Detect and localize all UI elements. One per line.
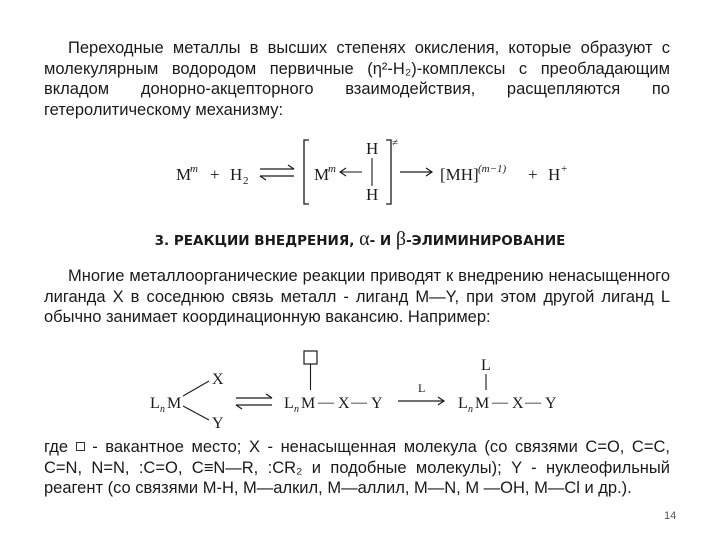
heading-alpha: α [359,228,370,250]
vacancy-square-inline-icon [76,442,85,451]
eq1-ts-charge: m [328,163,336,175]
eq1-plus: + [210,165,220,184]
eq2-dash1: — [318,394,334,411]
eq2-l2: L [284,395,294,412]
eq2-x1: X [212,371,224,388]
heading-prefix: 3. РЕАКЦИИ ВНЕДРЕНИЯ, [154,233,355,249]
vacancy-square-icon [304,351,317,390]
eq2-dash3: — [492,394,508,411]
eq1-ts-h-bottom: H [366,185,379,204]
legend-prefix: где [44,438,69,456]
eq1-reactant-metal: M [176,165,192,184]
eq2-y1: Y [212,415,224,432]
eq2-m1: M [167,395,182,412]
eq2-n1: n [160,404,165,415]
intro-text: Переходные металлы в высших степенях окисления, которые образуют с молекулярным водородом первичные (η²-H₂)-комплексы с преобладающим вкладом донорно-акцепторного взаимодействия, расщепляются по гетеролитическому механизму: [44,39,670,119]
heading-beta: β [395,228,407,250]
legend-paragraph [44,437,670,499]
heading-suffix: -ЭЛИМИНИРОВАНИЕ [406,233,566,249]
legend-text [44,437,670,499]
heading-middle: - И [369,233,392,249]
eq2-forward-arrow [398,397,444,405]
page-number: 14 [664,510,677,522]
eq1-ts-h-top: H [366,139,379,158]
eq2-m3: M [475,395,490,412]
eq2-dash4: — [525,394,541,411]
eq2-n3: n [468,404,473,415]
eq2-n2: n [294,404,299,415]
eq2-equilibrium-arrow [236,394,272,409]
eq2-l1: L [150,395,160,412]
eq1-ts-metal: M [314,165,330,184]
eq1-h2: H [230,165,243,184]
eq2-l-top: L [481,357,491,374]
eq2-y3: Y [545,395,557,412]
eq1-product2: H [548,165,561,184]
eq2-y2: Y [371,395,383,412]
eq2-l3: L [458,395,468,412]
eq2-x2: X [338,395,350,412]
eq1-product2-charge: + [561,163,568,175]
eq2-arrow-label: L [418,381,426,395]
insertion-text: Многие металлоорганические реакции приводят к внедрению ненасыщенного лиганда X в соседнюю связь металл - лиганд M—Y, при этом другой лиганд L обычно занимает координационную вакансию. Например: [44,267,670,326]
legend-body: - вакантное место; X - ненасыщенная молекула (со связями C=O, C=C, C=N, N=N, :C=O, C≡N—R, :CR₂ и подобные молекулы); Y - нуклеофильный реагент (со связями M-H, M—алкил, M—аллил, M—N, M —OH, M—Cl и др.). [44,438,670,497]
eq2-left-bonds [183,381,209,420]
eq2-m2: M [301,395,316,412]
eq1-product1-charge: (m−1) [478,163,507,175]
eq2-dash2: — [351,394,367,411]
eq1-plus2: + [528,165,538,184]
eq2-x3: X [512,395,524,412]
eq1-h2-sub: 2 [243,175,249,187]
eq1-ts-mark: ≠ [392,137,399,149]
eq1-product1: [MH] [440,165,479,184]
eq1-reactant-charge: m [190,163,198,175]
